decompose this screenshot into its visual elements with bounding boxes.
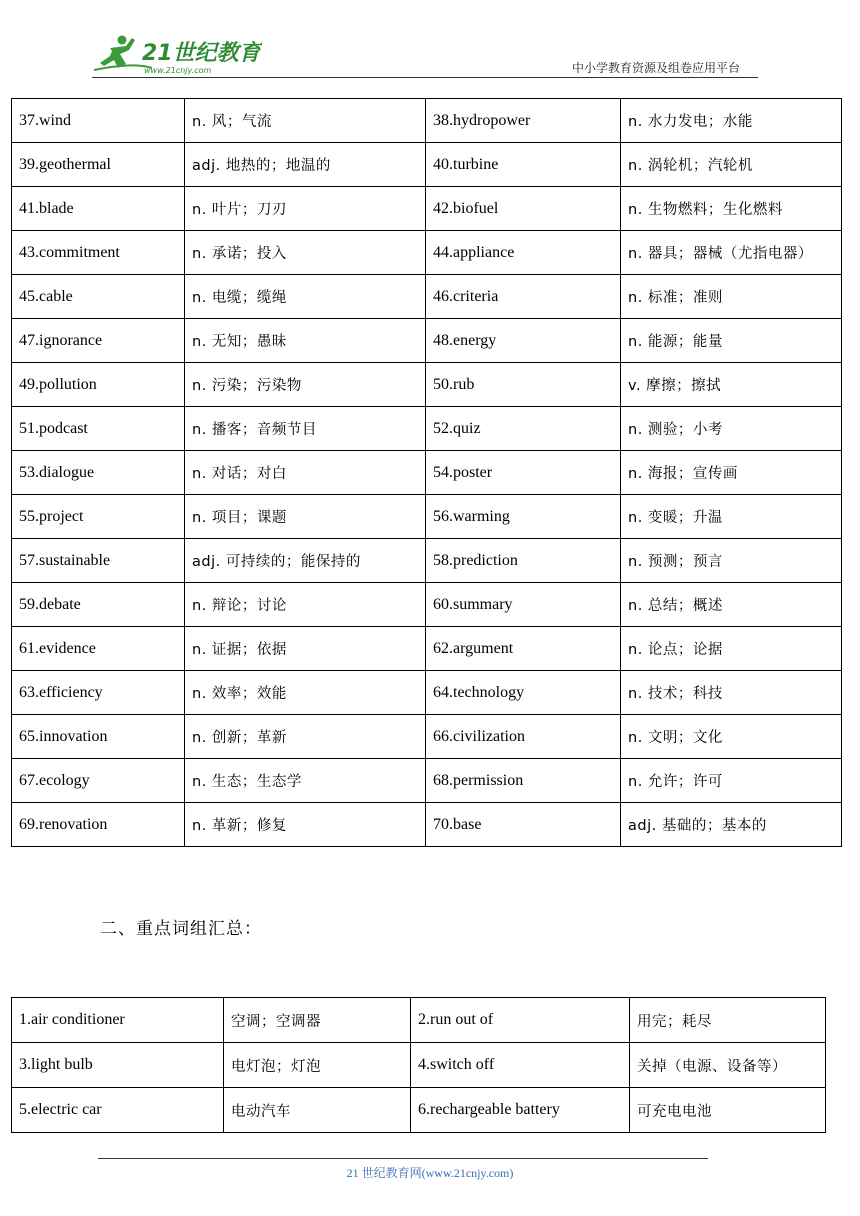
vocab-row	[12, 319, 842, 363]
meaning-cell: 关掉（电源、设备等）	[630, 1043, 826, 1088]
phrase-row	[12, 1088, 826, 1133]
term-cell: 53.dialogue	[12, 451, 185, 495]
vocab-row	[12, 495, 842, 539]
vocab-row	[12, 143, 842, 187]
meaning-cell: n. 能源；能量	[621, 319, 842, 363]
meaning-cell: n. 允许；许可	[621, 759, 842, 803]
meaning-cell: 电动汽车	[224, 1088, 411, 1133]
section-heading: 二、重点词组汇总：	[100, 919, 262, 939]
vocab-row	[12, 583, 842, 627]
term-cell: 55.project	[12, 495, 185, 539]
meaning-cell: n. 水力发电；水能	[621, 99, 842, 143]
meaning-cell: n. 污染；污染物	[185, 363, 426, 407]
term-cell: 4.switch off	[411, 1043, 630, 1088]
meaning-cell: n. 叶片；刀刃	[185, 187, 426, 231]
vocab-row	[12, 363, 842, 407]
term-cell: 59.debate	[12, 583, 185, 627]
term-cell: 38.hydropower	[426, 99, 621, 143]
meaning-cell: n. 播客；音频节目	[185, 407, 426, 451]
phrase-table	[11, 997, 826, 1133]
phrase-row	[12, 998, 826, 1043]
svg-text:21世纪教育: 21世纪教育	[142, 41, 261, 66]
platform-name: 中小学教育资源及组卷应用平台	[572, 61, 741, 75]
term-cell: 43.commitment	[12, 231, 185, 275]
meaning-cell: 电灯泡；灯泡	[224, 1043, 411, 1088]
meaning-cell: n. 涡轮机；汽轮机	[621, 143, 842, 187]
meaning-cell: n. 测验；小考	[621, 407, 842, 451]
meaning-cell: n. 文明；文化	[621, 715, 842, 759]
meaning-cell: n. 技术；科技	[621, 671, 842, 715]
term-cell: 46.criteria	[426, 275, 621, 319]
vocab-row	[12, 715, 842, 759]
term-cell: 44.appliance	[426, 231, 621, 275]
meaning-cell: n. 辩论；讨论	[185, 583, 426, 627]
vocab-row	[12, 451, 842, 495]
term-cell: 56.warming	[426, 495, 621, 539]
meaning-cell: n. 项目；课题	[185, 495, 426, 539]
vocabulary-table	[11, 98, 842, 847]
vocab-row	[12, 759, 842, 803]
meaning-cell: n. 海报；宣传画	[621, 451, 842, 495]
vocab-row	[12, 275, 842, 319]
meaning-cell: adj. 基础的；基本的	[621, 803, 842, 847]
term-cell: 63.efficiency	[12, 671, 185, 715]
term-cell: 39.geothermal	[12, 143, 185, 187]
term-cell: 5.electric car	[12, 1088, 224, 1133]
meaning-cell: n. 承诺；投入	[185, 231, 426, 275]
meaning-cell: n. 风；气流	[185, 99, 426, 143]
meaning-cell: n. 创新；革新	[185, 715, 426, 759]
term-cell: 52.quiz	[426, 407, 621, 451]
term-cell: 66.civilization	[426, 715, 621, 759]
meaning-cell: n. 无知；愚昧	[185, 319, 426, 363]
term-cell: 50.rub	[426, 363, 621, 407]
term-cell: 40.turbine	[426, 143, 621, 187]
vocab-row	[12, 407, 842, 451]
svg-text:www.21cnjy.com: www.21cnjy.com	[144, 66, 212, 75]
term-cell: 1.air conditioner	[12, 998, 224, 1043]
meaning-cell: n. 对话；对白	[185, 451, 426, 495]
vocab-row	[12, 803, 842, 847]
term-cell: 65.innovation	[12, 715, 185, 759]
term-cell: 57.sustainable	[12, 539, 185, 583]
meaning-cell: n. 效率；效能	[185, 671, 426, 715]
header-rule	[92, 77, 758, 78]
meaning-cell: 空调；空调器	[224, 998, 411, 1043]
logo	[92, 32, 262, 80]
vocab-row	[12, 187, 842, 231]
term-cell: 41.blade	[12, 187, 185, 231]
term-cell: 42.biofuel	[426, 187, 621, 231]
meaning-cell: adj. 可持续的；能保持的	[185, 539, 426, 583]
meaning-cell: n. 变暖；升温	[621, 495, 842, 539]
meaning-cell: n. 生态；生态学	[185, 759, 426, 803]
term-cell: 49.pollution	[12, 363, 185, 407]
term-cell: 68.permission	[426, 759, 621, 803]
phrase-row	[12, 1043, 826, 1088]
term-cell: 69.renovation	[12, 803, 185, 847]
term-cell: 45.cable	[12, 275, 185, 319]
vocab-row	[12, 627, 842, 671]
page-header	[0, 0, 860, 85]
meaning-cell: n. 预测；预言	[621, 539, 842, 583]
term-cell: 58.prediction	[426, 539, 621, 583]
meaning-cell: 可充电电池	[630, 1088, 826, 1133]
meaning-cell: n. 论点；论据	[621, 627, 842, 671]
vocab-row	[12, 539, 842, 583]
term-cell: 60.summary	[426, 583, 621, 627]
meaning-cell: n. 生物燃料；生化燃料	[621, 187, 842, 231]
term-cell: 3.light bulb	[12, 1043, 224, 1088]
footer-rule	[98, 1158, 708, 1159]
term-cell: 54.poster	[426, 451, 621, 495]
meaning-cell: n. 器具；器械（尤指电器）	[621, 231, 842, 275]
term-cell: 61.evidence	[12, 627, 185, 671]
term-cell: 64.technology	[426, 671, 621, 715]
meaning-cell: v. 摩擦；擦拭	[621, 363, 842, 407]
term-cell: 67.ecology	[12, 759, 185, 803]
meaning-cell: n. 电缆；缆绳	[185, 275, 426, 319]
term-cell: 47.ignorance	[12, 319, 185, 363]
term-cell: 51.podcast	[12, 407, 185, 451]
vocab-row	[12, 671, 842, 715]
term-cell: 70.base	[426, 803, 621, 847]
meaning-cell: adj. 地热的；地温的	[185, 143, 426, 187]
meaning-cell: n. 证据；依据	[185, 627, 426, 671]
meaning-cell: n. 革新；修复	[185, 803, 426, 847]
vocab-row	[12, 231, 842, 275]
term-cell: 62.argument	[426, 627, 621, 671]
meaning-cell: 用完；耗尽	[630, 998, 826, 1043]
vocab-row	[12, 99, 842, 143]
term-cell: 48.energy	[426, 319, 621, 363]
footer-text: 21 世纪教育网(www.21cnjy.com)	[346, 1166, 514, 1180]
meaning-cell: n. 标准；准则	[621, 275, 842, 319]
meaning-cell: n. 总结；概述	[621, 583, 842, 627]
term-cell: 2.run out of	[411, 998, 630, 1043]
term-cell: 6.rechargeable battery	[411, 1088, 630, 1133]
term-cell: 37.wind	[12, 99, 185, 143]
